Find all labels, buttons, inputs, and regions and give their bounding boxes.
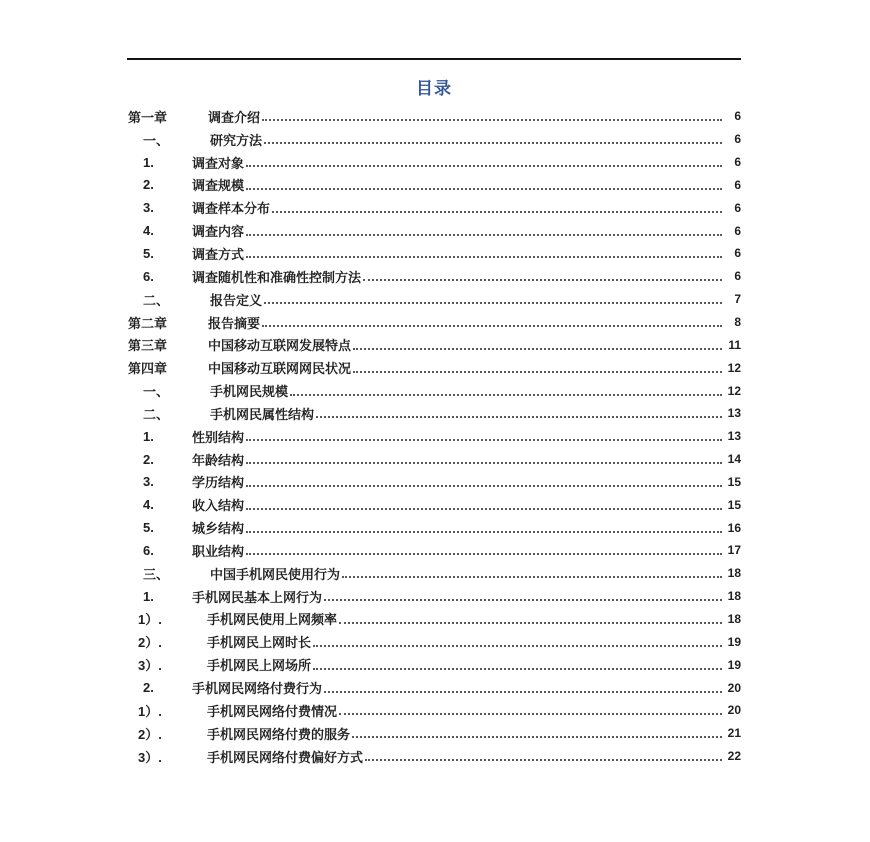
toc-entry[interactable] bbox=[127, 653, 741, 676]
toc-entry[interactable] bbox=[127, 288, 741, 311]
toc-entry[interactable] bbox=[127, 311, 741, 334]
toc-entry-label: 2. bbox=[143, 680, 154, 696]
toc-list bbox=[127, 105, 741, 767]
toc-entry[interactable] bbox=[127, 585, 741, 608]
toc-entry[interactable] bbox=[127, 356, 741, 379]
toc-entry-page: 11 bbox=[728, 337, 741, 352]
toc-entry-title: 中国移动互联网发展特点 bbox=[208, 338, 352, 354]
dot-leader bbox=[339, 622, 722, 624]
dot-leader bbox=[246, 234, 722, 236]
toc-entry-label: 6. bbox=[143, 542, 154, 558]
toc-entry-page: 6 bbox=[734, 132, 741, 147]
toc-entry-title: 研究方法 bbox=[210, 132, 263, 148]
toc-entry[interactable] bbox=[127, 425, 741, 448]
header-rule bbox=[127, 58, 741, 60]
toc-entry-label: 二、 bbox=[143, 406, 170, 422]
dot-leader bbox=[246, 553, 722, 555]
toc-entry[interactable] bbox=[127, 722, 741, 745]
toc-entry[interactable] bbox=[127, 196, 741, 219]
toc-entry-page: 8 bbox=[734, 315, 741, 330]
toc-entry-page: 6 bbox=[734, 200, 741, 215]
toc-entry-label: 二、 bbox=[143, 292, 170, 308]
page-content bbox=[127, 0, 741, 767]
toc-entry-label: 第四章 bbox=[128, 361, 168, 377]
dot-leader bbox=[324, 691, 722, 693]
toc-entry-label: 1）. bbox=[138, 703, 162, 719]
toc-entry-label: 3）. bbox=[138, 658, 162, 674]
toc-entry[interactable] bbox=[127, 539, 741, 562]
toc-entry-label: 3. bbox=[143, 474, 154, 490]
dot-leader bbox=[246, 508, 722, 510]
dot-leader bbox=[324, 599, 722, 601]
toc-entry-title: 手机网民使用上网频率 bbox=[207, 612, 338, 628]
toc-entry[interactable] bbox=[127, 333, 741, 356]
toc-entry-label: 3）. bbox=[138, 749, 162, 765]
toc-entry-title: 调查随机性和准确性控制方法 bbox=[192, 269, 362, 285]
toc-title: 目录 bbox=[416, 79, 452, 98]
toc-entry-title: 年龄结构 bbox=[192, 452, 245, 468]
dot-leader bbox=[272, 211, 722, 213]
toc-entry-page: 20 bbox=[727, 703, 741, 718]
toc-entry-title: 收入结构 bbox=[192, 498, 245, 514]
toc-entry-title: 学历结构 bbox=[192, 475, 245, 491]
toc-entry-title: 性别结构 bbox=[192, 429, 245, 445]
toc-entry-page: 19 bbox=[727, 657, 741, 672]
toc-entry-label: 4. bbox=[143, 223, 154, 239]
toc-entry-page: 18 bbox=[727, 566, 741, 581]
toc-entry-title: 报告摘要 bbox=[208, 315, 261, 331]
toc-entry-title: 手机网民属性结构 bbox=[210, 406, 315, 422]
toc-entry-title: 调查对象 bbox=[192, 155, 245, 171]
dot-leader bbox=[262, 325, 722, 327]
dot-leader bbox=[313, 668, 722, 670]
toc-entry-page: 18 bbox=[727, 611, 741, 626]
toc-entry[interactable] bbox=[127, 151, 741, 174]
dot-leader bbox=[353, 371, 722, 373]
toc-entry[interactable] bbox=[127, 105, 741, 128]
toc-entry-page: 12 bbox=[727, 360, 741, 375]
toc-entry-title: 报告定义 bbox=[210, 292, 263, 308]
dot-leader bbox=[264, 142, 722, 144]
toc-entry-title: 调查规模 bbox=[192, 178, 245, 194]
toc-entry[interactable] bbox=[127, 174, 741, 197]
toc-entry-label: 2）. bbox=[138, 726, 162, 742]
toc-entry-label: 2. bbox=[143, 177, 154, 193]
toc-entry-label: 4. bbox=[143, 497, 154, 513]
toc-entry-label: 第三章 bbox=[128, 338, 168, 354]
toc-entry-page: 22 bbox=[727, 749, 741, 764]
toc-entry-page: 16 bbox=[727, 520, 741, 535]
toc-entry-page: 6 bbox=[734, 246, 741, 261]
toc-entry-title: 职业结构 bbox=[192, 543, 245, 559]
dot-leader bbox=[363, 279, 722, 281]
toc-entry-label: 一、 bbox=[143, 132, 170, 148]
dot-leader bbox=[246, 485, 722, 487]
dot-leader bbox=[262, 119, 722, 121]
toc-entry-page: 6 bbox=[734, 269, 741, 284]
dot-leader bbox=[290, 394, 722, 396]
toc-entry-label: 1. bbox=[143, 588, 154, 604]
toc-entry[interactable] bbox=[127, 676, 741, 699]
dot-leader bbox=[246, 462, 722, 464]
toc-entry[interactable] bbox=[127, 402, 741, 425]
toc-entry-page: 17 bbox=[727, 543, 741, 558]
toc-entry[interactable] bbox=[127, 128, 741, 151]
toc-entry-label: 一、 bbox=[143, 384, 170, 400]
toc-entry-title: 手机网民上网场所 bbox=[207, 658, 312, 674]
toc-entry[interactable] bbox=[127, 379, 741, 402]
toc-entry-page: 13 bbox=[727, 406, 741, 421]
toc-entry-title: 城乡结构 bbox=[192, 521, 245, 537]
toc-entry-title: 中国手机网民使用行为 bbox=[210, 566, 341, 582]
toc-entry-page: 15 bbox=[727, 474, 741, 489]
dot-leader bbox=[246, 188, 722, 190]
toc-entry-page: 6 bbox=[734, 177, 741, 192]
dot-leader bbox=[246, 256, 722, 258]
toc-entry-label: 1. bbox=[143, 428, 154, 444]
toc-entry-title: 手机网民网络付费情况 bbox=[207, 703, 338, 719]
toc-entry[interactable] bbox=[127, 219, 741, 242]
toc-entry-title: 调查方式 bbox=[192, 246, 245, 262]
toc-entry[interactable] bbox=[127, 493, 741, 516]
toc-entry[interactable] bbox=[127, 630, 741, 653]
toc-entry-title: 手机网民网络付费偏好方式 bbox=[207, 749, 364, 765]
dot-leader bbox=[353, 348, 722, 350]
dot-leader bbox=[246, 165, 722, 167]
dot-leader bbox=[246, 531, 722, 533]
toc-entry-label: 5. bbox=[143, 520, 154, 536]
toc-entry-label: 第一章 bbox=[128, 109, 168, 125]
toc-entry-title: 手机网民规模 bbox=[210, 384, 289, 400]
dot-leader bbox=[264, 302, 722, 304]
toc-entry[interactable] bbox=[127, 699, 741, 722]
toc-entry[interactable] bbox=[127, 265, 741, 288]
toc-entry-title: 调查内容 bbox=[192, 224, 245, 240]
toc-entry-page: 6 bbox=[734, 109, 741, 124]
toc-entry-page: 14 bbox=[727, 452, 741, 467]
dot-leader bbox=[365, 759, 722, 761]
dot-leader bbox=[313, 645, 722, 647]
toc-entry-page: 21 bbox=[727, 726, 741, 741]
toc-entry-label: 第二章 bbox=[128, 315, 168, 331]
toc-entry-page: 20 bbox=[727, 680, 741, 695]
dot-leader bbox=[352, 736, 722, 738]
toc-entry-page: 13 bbox=[727, 429, 741, 444]
toc-entry-label: 1. bbox=[143, 154, 154, 170]
toc-entry-page: 18 bbox=[727, 589, 741, 604]
toc-entry[interactable] bbox=[127, 471, 741, 494]
toc-entry-title: 调查介绍 bbox=[208, 109, 261, 125]
toc-entry[interactable] bbox=[127, 562, 741, 585]
toc-entry[interactable] bbox=[127, 608, 741, 631]
toc-entry-title: 手机网民网络付费的服务 bbox=[207, 726, 351, 742]
dot-leader bbox=[246, 439, 722, 441]
toc-entry-title: 手机网民网络付费行为 bbox=[192, 681, 323, 697]
toc-entry-page: 19 bbox=[727, 634, 741, 649]
toc-entry-title: 手机网民基本上网行为 bbox=[192, 589, 323, 605]
dot-leader bbox=[339, 713, 722, 715]
toc-entry-page: 6 bbox=[734, 223, 741, 238]
toc-entry-label: 1）. bbox=[138, 612, 162, 628]
toc-entry-label: 2）. bbox=[138, 635, 162, 651]
toc-entry[interactable] bbox=[127, 242, 741, 265]
toc-entry-page: 12 bbox=[727, 383, 741, 398]
toc-entry-title: 手机网民上网时长 bbox=[207, 635, 312, 651]
toc-entry-page: 7 bbox=[734, 292, 741, 307]
toc-entry-label: 3. bbox=[143, 200, 154, 216]
toc-entry-label: 2. bbox=[143, 451, 154, 467]
dot-leader bbox=[316, 416, 722, 418]
toc-entry-label: 三、 bbox=[143, 566, 170, 582]
toc-entry-title: 调查样本分布 bbox=[192, 201, 271, 217]
toc-entry-page: 6 bbox=[734, 155, 741, 170]
toc-entry[interactable] bbox=[127, 745, 741, 768]
toc-entry-label: 5. bbox=[143, 245, 154, 261]
toc-entry[interactable] bbox=[127, 516, 741, 539]
toc-entry-title: 中国移动互联网网民状况 bbox=[208, 361, 352, 377]
toc-entry-page: 15 bbox=[727, 497, 741, 512]
toc-entry-label: 6. bbox=[143, 268, 154, 284]
toc-entry[interactable] bbox=[127, 448, 741, 471]
dot-leader bbox=[342, 576, 722, 578]
